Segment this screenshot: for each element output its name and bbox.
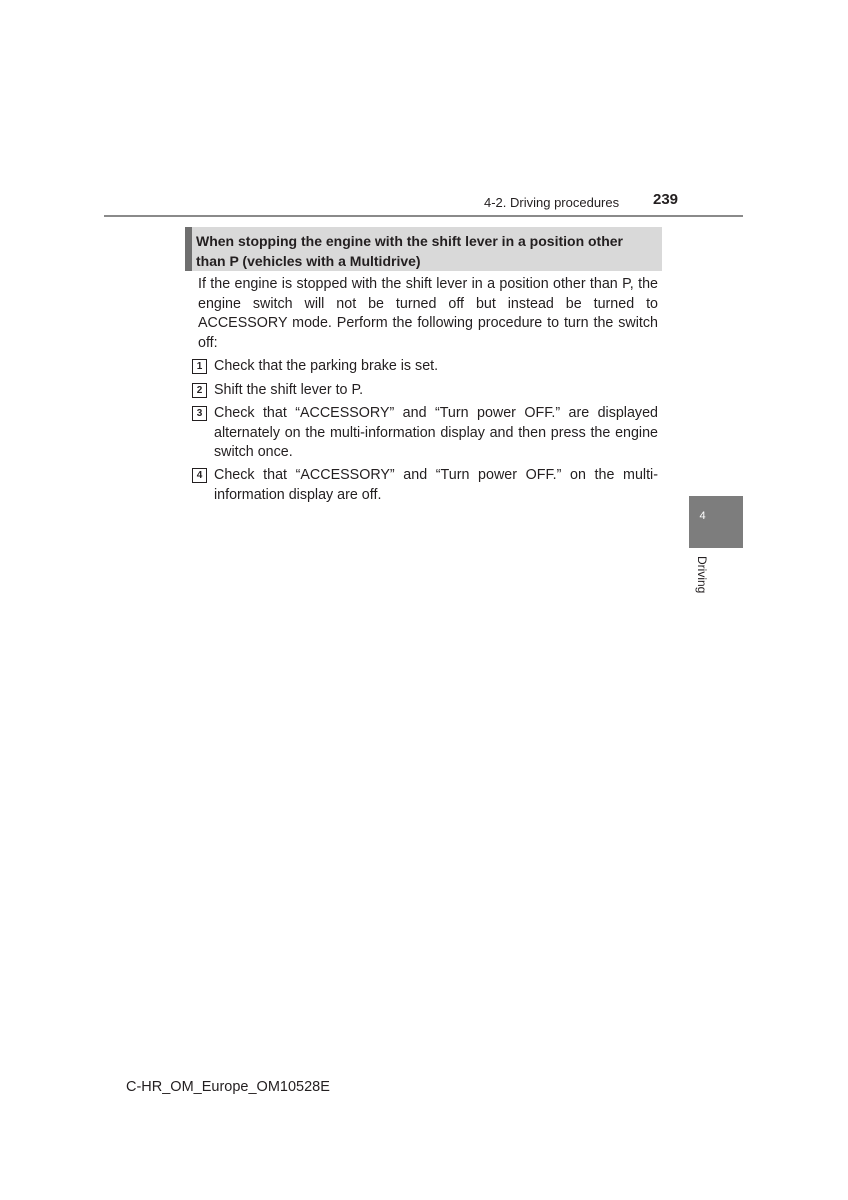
step-text: Check that “ACCESSORY” and “Turn power OFF.” are displayed alternately on the multi-information display and then press the engine switch once.	[214, 405, 658, 461]
step-item	[192, 404, 658, 463]
running-header-section: 4-2. Driving procedures	[484, 195, 620, 210]
step-text: Check that “ACCESSORY” and “Turn power OFF.” on the multi-information display are off.	[214, 467, 658, 503]
chapter-number: 4	[699, 510, 706, 522]
step-number-badge: 4	[192, 468, 207, 483]
step-item	[192, 466, 658, 505]
step-number-badge: 3	[192, 406, 207, 421]
chapter-label: Driving	[695, 556, 709, 594]
step-text: Check that the parking brake is set.	[214, 358, 439, 374]
section-heading: When stopping the engine with the shift lever in a position other than P (vehicles with a Multidrive)	[185, 227, 662, 271]
page-number: 239	[653, 191, 679, 208]
header-divider	[104, 215, 743, 217]
step-number-badge: 1	[192, 359, 207, 374]
step-number-badge: 2	[192, 383, 207, 398]
intro-paragraph: If the engine is stopped with the shift lever in a position other than P, the engine switch will not be turned off but instead be turned to ACCESSORY mode. Perform the following procedure to turn the switch off:	[198, 276, 658, 351]
step-item	[192, 357, 658, 377]
document-code: C-HR_OM_Europe_OM10528E	[126, 1079, 330, 1095]
chapter-tab	[689, 496, 743, 548]
step-item	[192, 381, 658, 401]
step-text: Shift the shift lever to P.	[214, 382, 364, 398]
